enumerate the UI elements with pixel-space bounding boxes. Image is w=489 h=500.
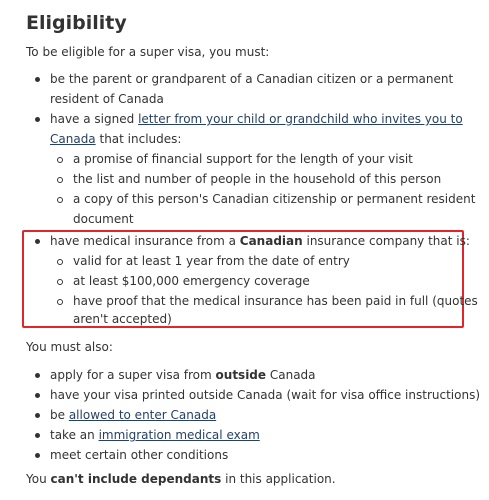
page-title: Eligibility — [26, 12, 127, 34]
apply-bold: outside — [215, 368, 267, 382]
bullet-icon — [35, 373, 40, 378]
bullet-icon — [35, 77, 40, 82]
list-item-parent-line2: resident of Canada — [50, 92, 164, 106]
sub-bullet-icon — [57, 259, 63, 265]
sub-item-valid: valid for at least 1 year from the date of entry — [73, 254, 350, 268]
bullet-icon — [35, 433, 40, 438]
list-item-parent-line1: be the parent or grandparent of a Canadian citizen or a permanent — [50, 72, 454, 86]
list-item-apply — [50, 365, 316, 385]
sub-item-proof-line1: have proof that the medical insurance has been paid in full (quotes — [73, 294, 478, 308]
also-heading: You must also: — [26, 340, 113, 354]
letter-prefix: have a signed — [50, 112, 139, 126]
letter-link[interactable]: letter from your child or grandchild who invites you to — [138, 112, 463, 126]
footer-bold: can't include dependants — [50, 472, 222, 486]
exam-prefix: take an — [50, 428, 99, 442]
apply-prefix: apply for a super visa from — [50, 368, 216, 382]
bullet-icon — [35, 393, 40, 398]
sub-bullet-icon — [57, 177, 63, 183]
intro-text: To be eligible for a super visa, you must: — [26, 45, 270, 59]
footer-prefix: You — [26, 472, 51, 486]
insurance-bold: Canadian — [239, 234, 303, 248]
allowed-link[interactable]: allowed to enter Canada — [68, 408, 217, 422]
insurance-prefix: have medical insurance from a — [50, 234, 240, 248]
sub-item-copy-line1: a copy of this person's Canadian citizenship or permanent resident — [73, 192, 476, 206]
sub-item-support: a promise of financial support for the length of your visit — [73, 152, 413, 166]
bullet-icon — [35, 117, 40, 122]
list-item-letter-line2 — [50, 129, 181, 149]
list-item-exam — [50, 425, 260, 445]
allowed-prefix: be — [50, 408, 69, 422]
sub-bullet-icon — [57, 299, 63, 305]
sub-item-copy-line2: document — [73, 212, 134, 226]
insurance-suffix: insurance company that is: — [302, 234, 470, 248]
list-item-letter-line1 — [50, 109, 463, 129]
sub-bullet-icon — [57, 197, 63, 203]
bullet-icon — [35, 453, 40, 458]
bullet-icon — [35, 413, 40, 418]
footer-suffix: in this application. — [221, 472, 336, 486]
footer-text — [26, 469, 336, 489]
sub-bullet-icon — [57, 279, 63, 285]
bullet-icon — [35, 239, 40, 244]
sub-item-household: the list and number of people in the household of this person — [73, 172, 442, 186]
letter-link-continued[interactable]: Canada — [50, 132, 96, 146]
list-item-conditions: meet certain other conditions — [50, 448, 229, 462]
sub-bullet-icon — [57, 157, 63, 163]
exam-link[interactable]: immigration medical exam — [98, 428, 260, 442]
list-item-printed: have your visa printed outside Canada (wait for visa office instructions) — [50, 388, 481, 402]
list-item-insurance — [50, 231, 470, 251]
sub-item-proof-line2: aren't accepted) — [73, 312, 172, 326]
letter-suffix: that includes: — [95, 132, 182, 146]
sub-item-coverage: at least $100,000 emergency coverage — [73, 274, 310, 288]
list-item-allowed — [50, 405, 216, 425]
apply-suffix: Canada — [266, 368, 316, 382]
